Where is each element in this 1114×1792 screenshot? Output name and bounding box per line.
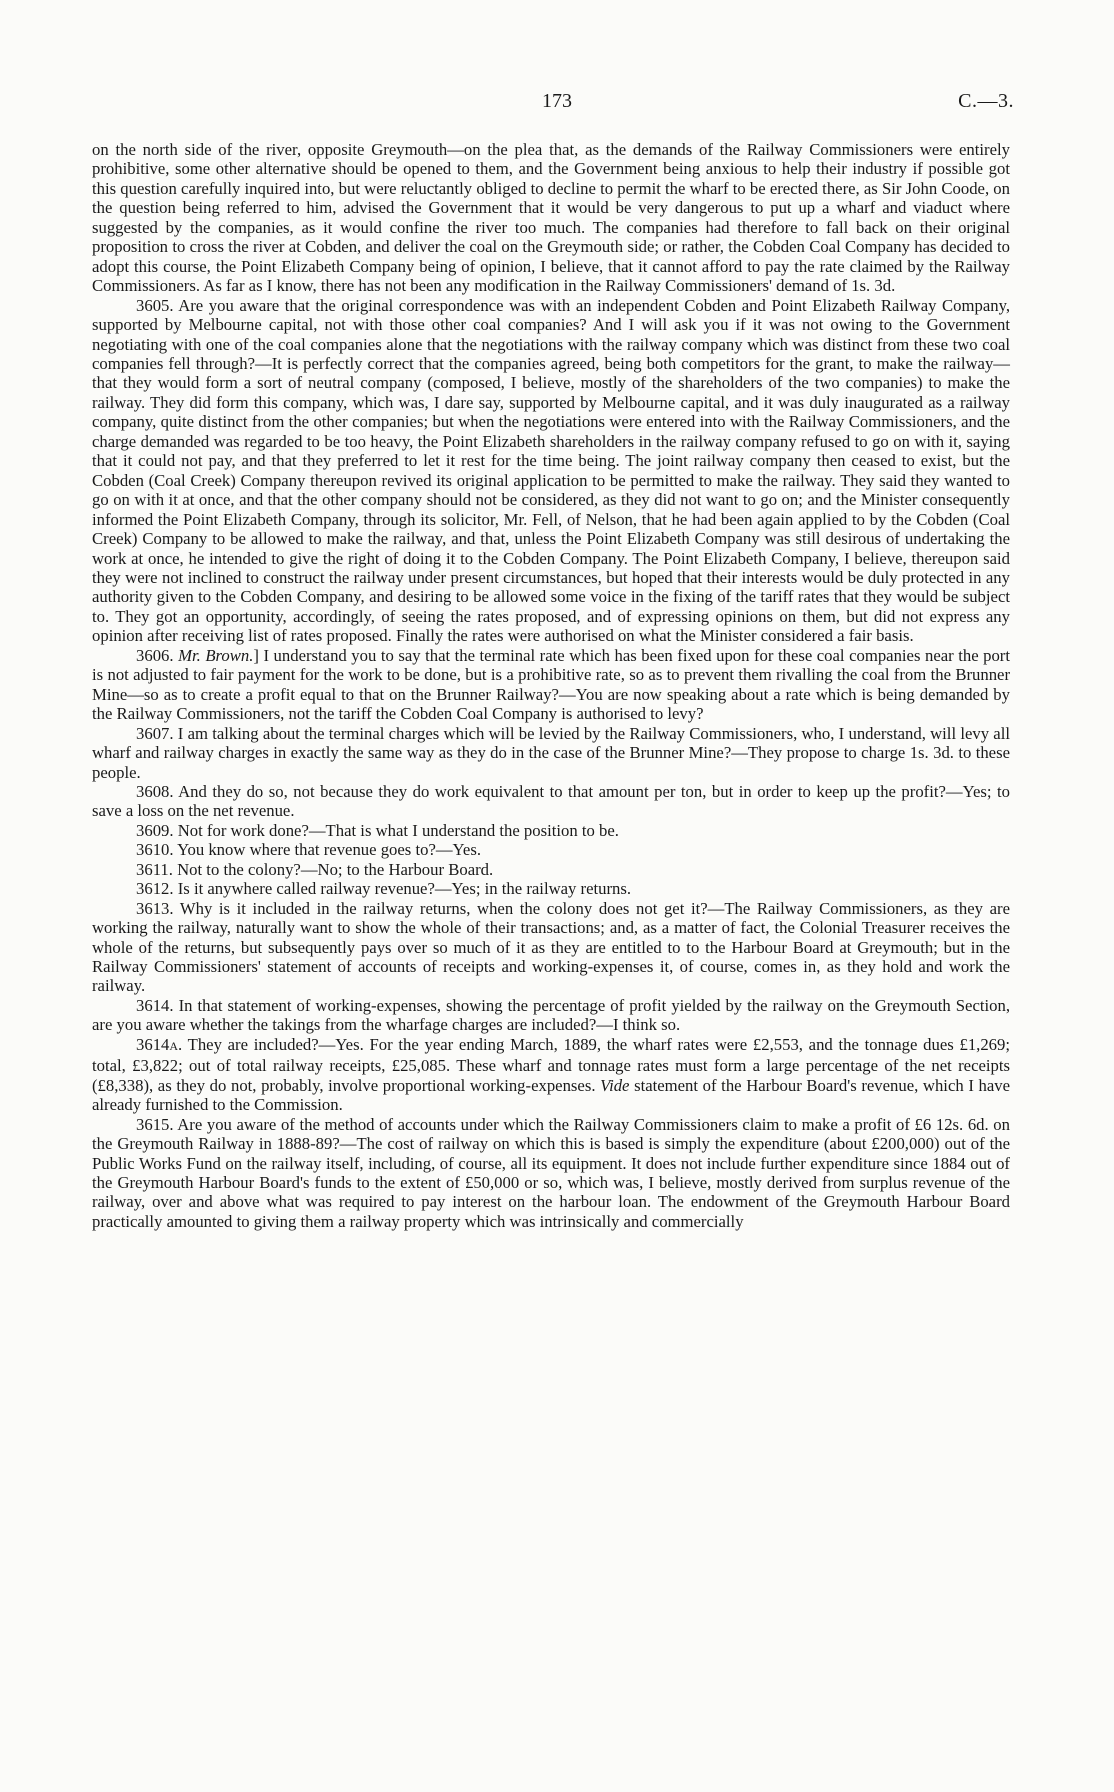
paragraph-3610: 3610. You know where that revenue goes to?—Yes. [136,840,481,860]
document-reference: C.—3. [958,90,1014,112]
paragraph-3612: 3612. Is it anywhere called railway revenue?—Yes; in the railway returns. [136,879,632,899]
question-number: 3614 [136,1034,170,1054]
paragraph-3605: 3605. Are you aware that the original correspondence was with an independent Cobden and Point Elizabeth Railway Company, supported by Melbourne capital, not with those other coal companies? And I will ask you if it was not owing to the Government negotiating with one of the coal companies alone that the negotiations with the railway company which was distinct from these two coal companies fell through?—It is perfectly correct that the companies agreed, being both competitors for the grant, to make the railway—that they would form a sort of neutral company (composed, I believe, mostly of the shareholders of the two companies) to make the railway. They did form this company, which was, I dare say, supported by Melbourne capital, and it was duly inaugurated as a railway company, quite distinct from the other companies; but when the negotiations were entered into with the Railway Commissioners, and the charge demanded was regarded to be too heavy, the Point Elizabeth shareholders in the railway company refused to go on with it, saying that it could not pay, and that they preferred to let it rest for the time being. The joint railway company then ceased to exist, but the Cobden (Coal Creek) Company thereupon revived its original application to be permitted to make the railway. They said they wanted to go on with it at once, and that the other company should not be considered, as they did not want to go on; and the Minister consequently informed the Point Elizabeth Company, through its solicitor, Mr. Fell, of Nelson, that he had been again applied to by the Cobden (Coal Creek) Company to be allowed to make the railway, and that, unless the Point Elizabeth Company was still desirous of undertaking the work at once, he intended to give the right of doing it to the Cobden Company. The Point Elizabeth Company, I believe, thereupon said they were not inclined to construct the railway under present circumstances, but hoped that their interests would be duly protected in any authority given to the Cobden Company, and desiring to be allowed some voice in the fixing of the tariff rates that they would be subject to. They got an opportunity, accordingly, of seeing the rates proposed, and of expressing opinions on them, but did not express any opinion after receiving list of rates proposed. Finally the rates were authorised on what the Minister considered a fair basis. [92,295,1010,646]
paragraph-3611: 3611. Not to the colony?—No; to the Harbour Board. [136,859,494,879]
paragraph-3607: 3607. I am talking about the terminal charges which will be levied by the Railway Commissioners, who, I understand, will levy all wharf and railway charges in exactly the same way as they do in the case of the Brunner Mine?—They propose to charge 1s. 3d. to these people. [92,723,1010,782]
paragraph-3609: 3609. Not for work done?—That is what I understand the position to be. [136,820,619,840]
paragraph-3614a [92,1035,1010,1115]
paragraph-3615: 3615. Are you aware of the method of accounts under which the Railway Commissioners claim to make a profit of £6 12s. 6d. on the Greymouth Railway in 1888-89?—The cost of railway on which this is based is simply the expenditure (about £200,000) out of the Public Works Fund on the railway itself, including, of course, all its equipment. It does not include further expenditure since 1884 out of the Greymouth Harbour Board's funds to the extent of £50,000 or so, which was, I believe, mostly derived from surplus revenue of the railway, over and above what was required to pay interest on the harbour loan. The endowment of the Greymouth Harbour Board practically amounted to giving them a railway property which was intrinsically and commercially [92,1114,1010,1231]
paragraph-3608: 3608. And they do so, not because they do work equivalent to that amount per ton, but in order to keep up the profit?—Yes; to save a loss on the net revenue. [92,781,1010,821]
paragraph-text: . They are included?—Yes. For the year ending March, 1889, the wharf rates were £2,553, and the tonnage dues £1,269; total, £3,822; out of total railway receipts, £25,085. These wharf and tonnage rates must form a large percentage of the net receipts (£8,338), as they do not, probably, involve proportional working-expenses. [92,1034,1010,1095]
paragraph-text: statement of the Harbour Board's revenue, which I have already furnished to the Commission. [92,1075,1010,1115]
body-text [92,140,1010,1231]
vide-word: Vide [600,1075,630,1095]
speaker-name: Mr. Brown. [178,645,254,665]
paragraph-3613: 3613. Why is it included in the railway returns, when the colony does not get it?—The Railway Commissioners, as they are working the railway, naturally want to show the whole of their transactions; and, as a matter of fact, the Colonial Treasurer receives the whole of the returns, but subsequently pays over so much of it as they are entitled to to the Harbour Board at Greymouth; but in the Railway Commissioners' statement of accounts of receipts and working-expenses it, of course, comes in, as they hold and work the railway. [92,898,1010,996]
page-number: 173 [542,90,572,112]
paragraph-3606 [92,646,1010,724]
paragraph-text: ] I understand you to say that the terminal rate which has been fixed upon for these coal companies near the port is not adjusted to fair payment for the work to be done, but is a prohibitive rate, so as to prevent them rivalling the coal from the Brunner Mine—so as to create a profit equal to that on the Brunner Railway?—You are now speaking about a rate which is being demanded by the Railway Commissioners, not the tariff the Cobden Coal Company is authorised to levy? [92,645,1010,724]
paragraph-continuation: on the north side of the river, opposite Greymouth—on the plea that, as the demands of the Railway Commissioners were entirely prohibitive, some other alternative should be opened to them, and the Government being anxious to help their industry if possible got this question carefully inquired into, but were reluctantly obliged to decline to permit the wharf to be erected there, as Sir John Coode, on the question being referred to him, advised the Government that it would be very dangerous to put up a wharf and viaduct where suggested by the companies, as it would confine the river too much. The companies had therefore to fall back on their original proposition to cross the river at Cobden, and deliver the coal on the Greymouth side; or rather, the Cobden Coal Company has decided to adopt this course, the Point Elizabeth Company being of opinion, I believe, that it cannot afford to pay the rate claimed by the Railway Commissioners. As far as I know, there has not been any modification in the Railway Commissioners' demand of 1s. 3d. [92,140,1010,296]
paragraph-3614: 3614. In that statement of working-expenses, showing the percentage of profit yielded by the railway on the Greymouth Section, are you aware whether the takings from the wharfage charges are included?—I think so. [92,995,1010,1035]
question-number: 3606. [136,645,174,665]
question-suffix: A [169,1038,179,1053]
